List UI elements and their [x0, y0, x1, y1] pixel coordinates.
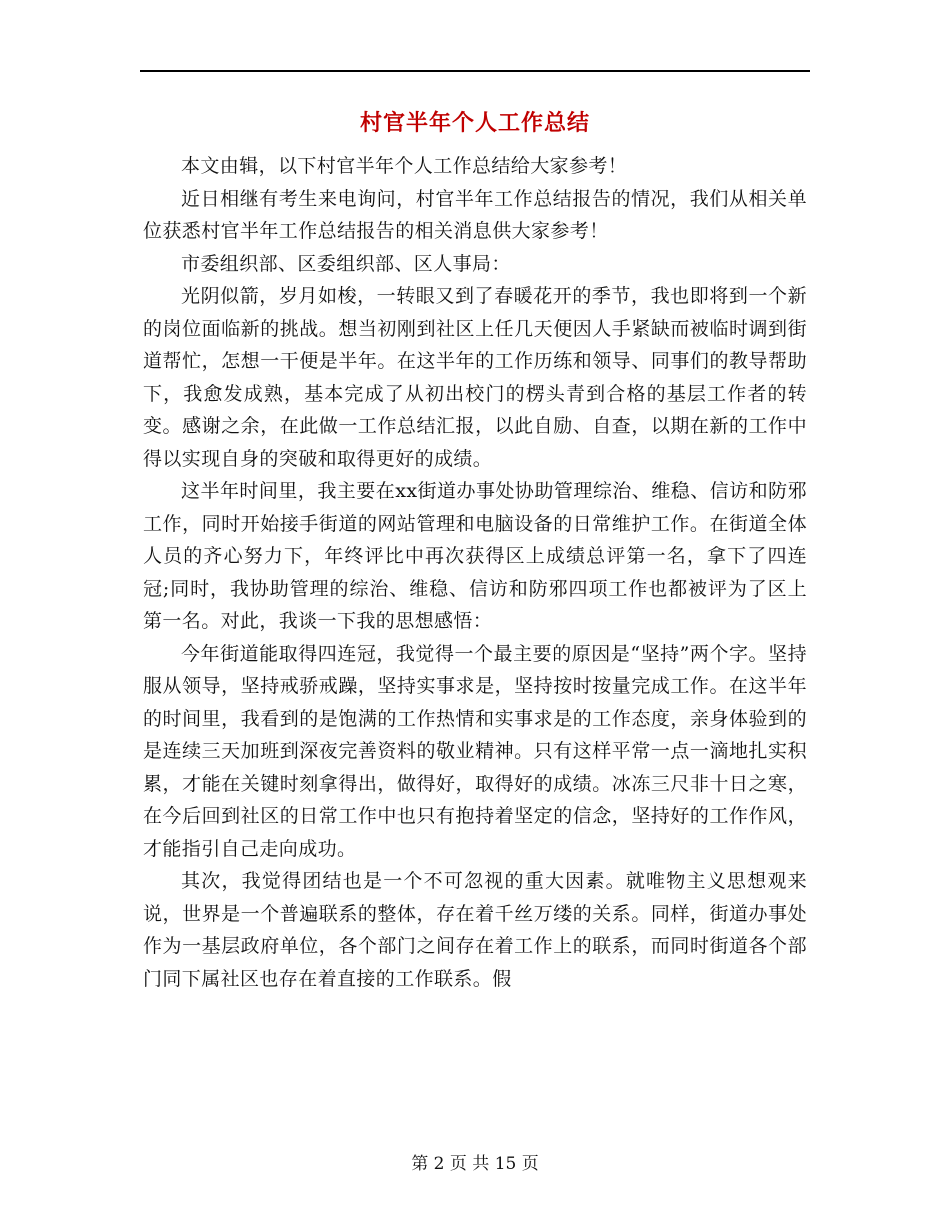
paragraph-unity: 其次，我觉得团结也是一个不可忽视的重大因素。就唯物主义思想观来说，世界是一个普遍联系的整体，存在着千丝万缕的关系。同样，街道办事处作为一基层政府单位，各个部门之间存在着工作上的联系，而同时街道各个部门同下属社区也存在着直接的工作联系。假 [143, 870, 807, 990]
paragraph-salutation: 市委组织部、区委组织部、区人事局： [181, 252, 511, 275]
paragraph-notice: 近日相继有考生来电询问，村官半年工作总结报告的情况，我们从相关单位获悉村官半年工作总结报告的相关消息供大家参考！ [143, 187, 807, 242]
paragraph-work-summary: 这半年时间里，我主要在xx街道办事处协助管理综治、维稳、信访和防邪工作，同时开始接手街道的网站管理和电脑设备的日常维护工作。在街道全体人员的齐心努力下，年终评比中再次获得区上成绩总评第一名，拿下了四连冠;同时，我协助管理的综治、维稳、信访和防邪四项工作也都被评为了区上第一名。对此，我谈一下我的思想感悟： [143, 480, 807, 632]
document-body [143, 150, 807, 995]
page-number-footer [140, 1152, 810, 1176]
paragraph-persistence: 今年街道能取得四连冠，我觉得一个最主要的原因是“坚持”两个字。坚持服从领导，坚持戒骄戒躁，坚持实事求是，坚持按时按量完成工作。在这半年的时间里，我看到的是饱满的工作热情和实事求是的工作态度，亲身体验到的是连续三天加班到深夜完善资料的敬业精神。只有这样平常一点一滴地扎实积累，才能在关键时刻拿得出，做得好，取得好的成绩。冰冻三尺非十日之寒，在今后回到社区的日常工作中也只有抱持着坚定的信念，坚持好的工作作风，才能指引自己走向成功。 [143, 642, 807, 860]
document-title: 村官半年个人工作总结 [359, 111, 590, 136]
paragraph-opening: 光阴似箭，岁月如梭，一转眼又到了春暖花开的季节，我也即将到一个新的岗位面临新的挑战。想当初刚到社区上任几天便因人手紧缺而被临时调到街道帮忙，怎想一干便是半年。在这半年的工作历练和领导、同事们的教导帮助下，我愈发成熟，基本完成了从初出校门的楞头青到合格的基层工作者的转变。感谢之余，在此做一工作总结汇报，以此自励、自查，以期在新的工作中得以实现自身的突破和取得更好的成绩。 [143, 285, 807, 470]
header-rule [140, 70, 810, 72]
page-number-label: 第 2 页 共 15 页 [411, 1154, 539, 1174]
paragraph-intro: 本文由辑，以下村官半年个人工作总结给大家参考！ [181, 155, 628, 177]
